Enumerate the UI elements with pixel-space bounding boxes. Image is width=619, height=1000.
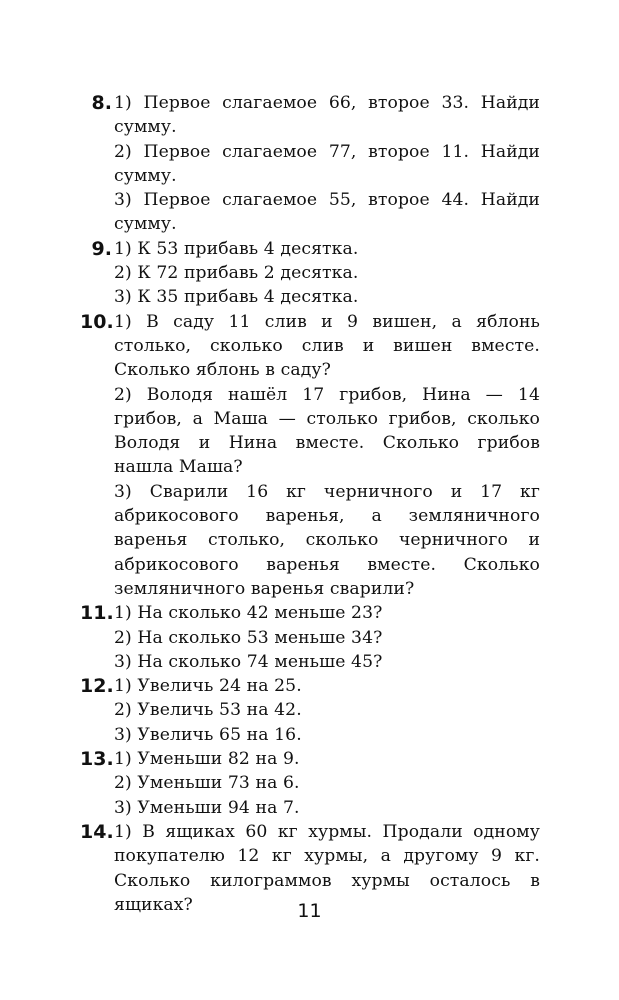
problem-number: 9.: [91, 237, 112, 260]
problem-part: 1) На сколько 42 меньше 23?: [114, 603, 383, 624]
problem-part: 2) Увеличь 53 на 42.: [114, 700, 302, 721]
problem-item: [80, 91, 540, 237]
problem-part: 3) Уменьши 94 на 7.: [114, 797, 300, 818]
problem-part: 3) К 35 прибавь 4 десятка.: [114, 287, 359, 308]
problem-part: 1) К 53 прибавь 4 десятка.: [114, 238, 359, 259]
problem-item: [80, 310, 540, 602]
problem-part: 3) Первое слагаемое 55, второе 44. Найди сумму.: [114, 190, 540, 235]
problem-list: [80, 91, 540, 917]
problem-part: 2) Первое слагаемое 77, второе 11. Найди сумму.: [114, 141, 540, 186]
problem-part: 1) В саду 11 слив и 9 вишен, а яблонь столько, сколько слив и вишен вместе. Сколько яблонь в саду?: [114, 311, 540, 381]
problem-number: 11.: [80, 602, 114, 625]
problem-item: [80, 674, 540, 747]
problem-item: [80, 747, 540, 820]
problem-part: 3) На сколько 74 меньше 45?: [114, 651, 383, 672]
problem-part: 1) В ящиках 60 кг хурмы. Продали одному покупателю 12 кг хурмы, а другому 9 кг. Сколько килограммов хурмы осталось в ящиках?: [114, 821, 540, 915]
problem-part: 3) Сварили 16 кг черничного и 17 кг абрикосового варенья, а земляничного варенья столько, сколько черничного и абрикосового варенья вместе. Сколько земляничного варенья сварили?: [114, 481, 540, 599]
problem-part: 1) Увеличь 24 на 25.: [114, 676, 302, 697]
problem-part: 2) Володя нашёл 17 грибов, Нина — 14 грибов, а Маша — столько грибов, сколько Володя и Нина вместе. Сколько грибов нашла Маша?: [114, 384, 540, 478]
problem-part: 1) Уменьши 82 на 9.: [114, 749, 300, 770]
problem-number: 14.: [80, 820, 114, 843]
page-number: 11: [297, 900, 322, 922]
problem-part: 2) К 72 прибавь 2 десятка.: [114, 263, 359, 284]
problem-part: 1) Первое слагаемое 66, второе 33. Найди сумму.: [114, 93, 540, 138]
problem-item: [80, 237, 540, 310]
problem-part: 2) На сколько 53 меньше 34?: [114, 627, 383, 648]
problem-item: [80, 601, 540, 674]
problem-number: 8.: [91, 92, 112, 114]
problem-part: 3) Увеличь 65 на 16.: [114, 724, 302, 745]
problem-number: 10.: [80, 310, 114, 333]
problem-number: 12.: [80, 675, 114, 698]
problem-number: 13.: [80, 748, 114, 771]
problem-part: 2) Уменьши 73 на 6.: [114, 773, 300, 794]
